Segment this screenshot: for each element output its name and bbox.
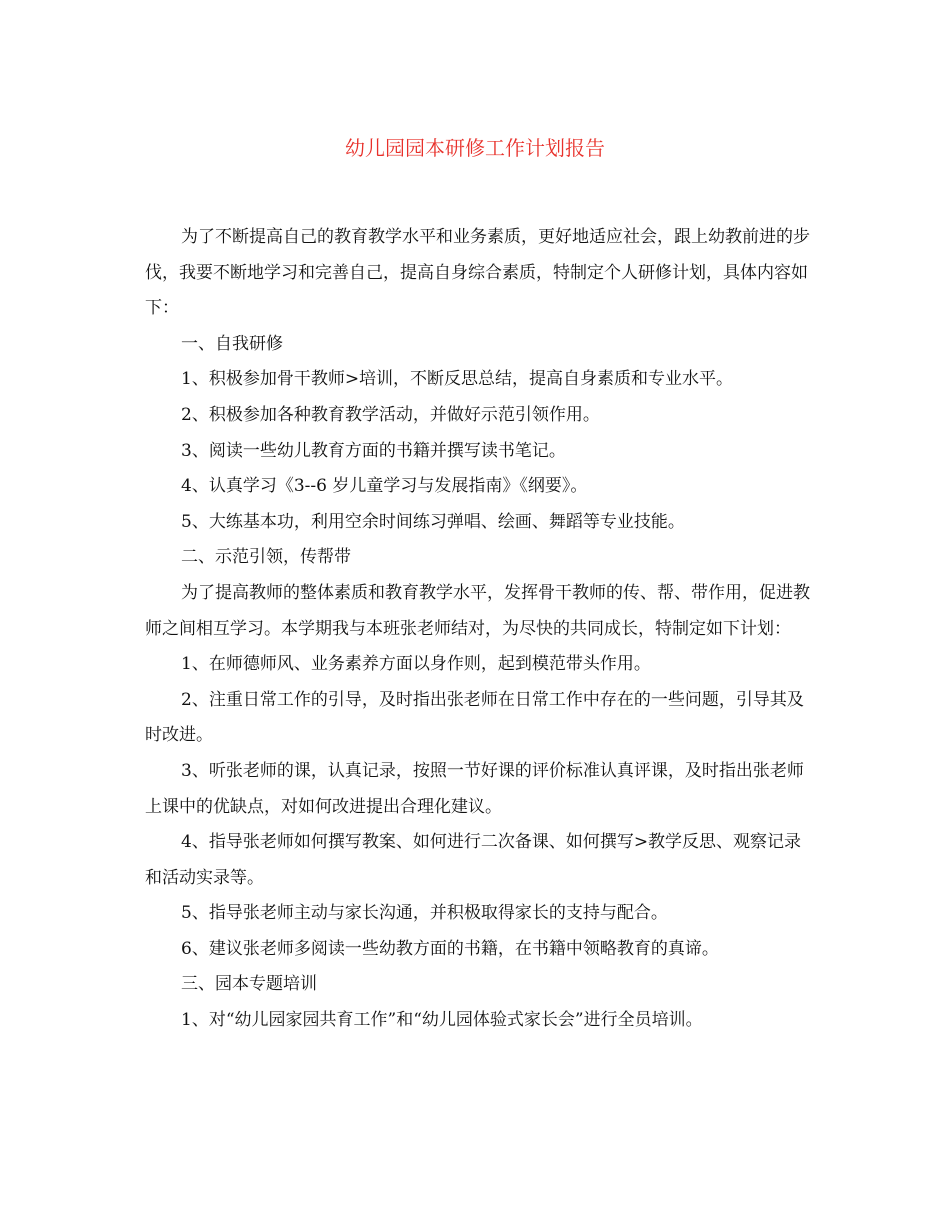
section-heading-mentoring: 二、示范引领，传帮带	[181, 547, 351, 568]
section-heading-self-study: 一、自我研修	[181, 333, 283, 354]
list-item: 5、大练基本功，利用空余时间练习弹唱、绘画、舞蹈等专业技能。	[181, 511, 685, 532]
list-item: 2、积极参加各种教育教学活动，并做好示范引领作用。	[181, 404, 600, 425]
paragraph-intro: 为了不断提高自己的教育教学水平和业务素质，更好地适应社会，跟上幼教前进的步伐，我要不断地学习和完善自己，提高自身综合素质，特制定个人研修计划，具体内容如下：	[145, 227, 810, 319]
list-item: 1、在师德师风、业务素养方面以身作则，起到模范带头作用。	[181, 654, 651, 675]
list-item: 1、积极参加骨干教师>培训，不断反思总结，提高自身素质和专业水平。	[181, 369, 734, 390]
list-item: 6、建议张老师多阅读一些幼教方面的书籍，在书籍中领略教育的真谛。	[181, 938, 719, 959]
document-body	[145, 220, 810, 1039]
list-item: 3、阅读一些幼儿教育方面的书籍并撰写读书笔记。	[181, 440, 566, 461]
paragraph-mentoring-intro: 为了提高教师的整体素质和教育教学水平，发挥骨干教师的传、帮、带作用，促进教师之间相互学习。本学期我与本班张老师结对，为尽快的共同成长，特制定如下计划：	[145, 582, 810, 639]
section-heading-training: 三、园本专题培训	[181, 974, 317, 995]
list-item: 4、指导张老师如何撰写教案、如何进行二次备课、如何撰写>教学反思、观察记录和活动实录等。	[145, 832, 802, 888]
list-item: 2、注重日常工作的引导，及时指出张老师在日常工作中存在的一些问题，引导其及时改进。	[145, 689, 804, 746]
list-item: 4、认真学习《3--6 岁儿童学习与发展指南》《纲要》。	[181, 476, 588, 497]
list-item: 1、对“幼儿园家园共育工作”和“幼儿园体验式家长会”进行全员培训。	[181, 1010, 703, 1031]
list-item: 3、听张老师的课，认真记录，按照一节好课的评价标准认真评课，及时指出张老师上课中的优缺点，对如何改进提出合理化建议。	[145, 760, 804, 817]
document-title: 幼儿园园本研修工作计划报告	[345, 136, 605, 160]
list-item: 5、指导张老师主动与家长沟通，并积极取得家长的支持与配合。	[181, 903, 668, 924]
